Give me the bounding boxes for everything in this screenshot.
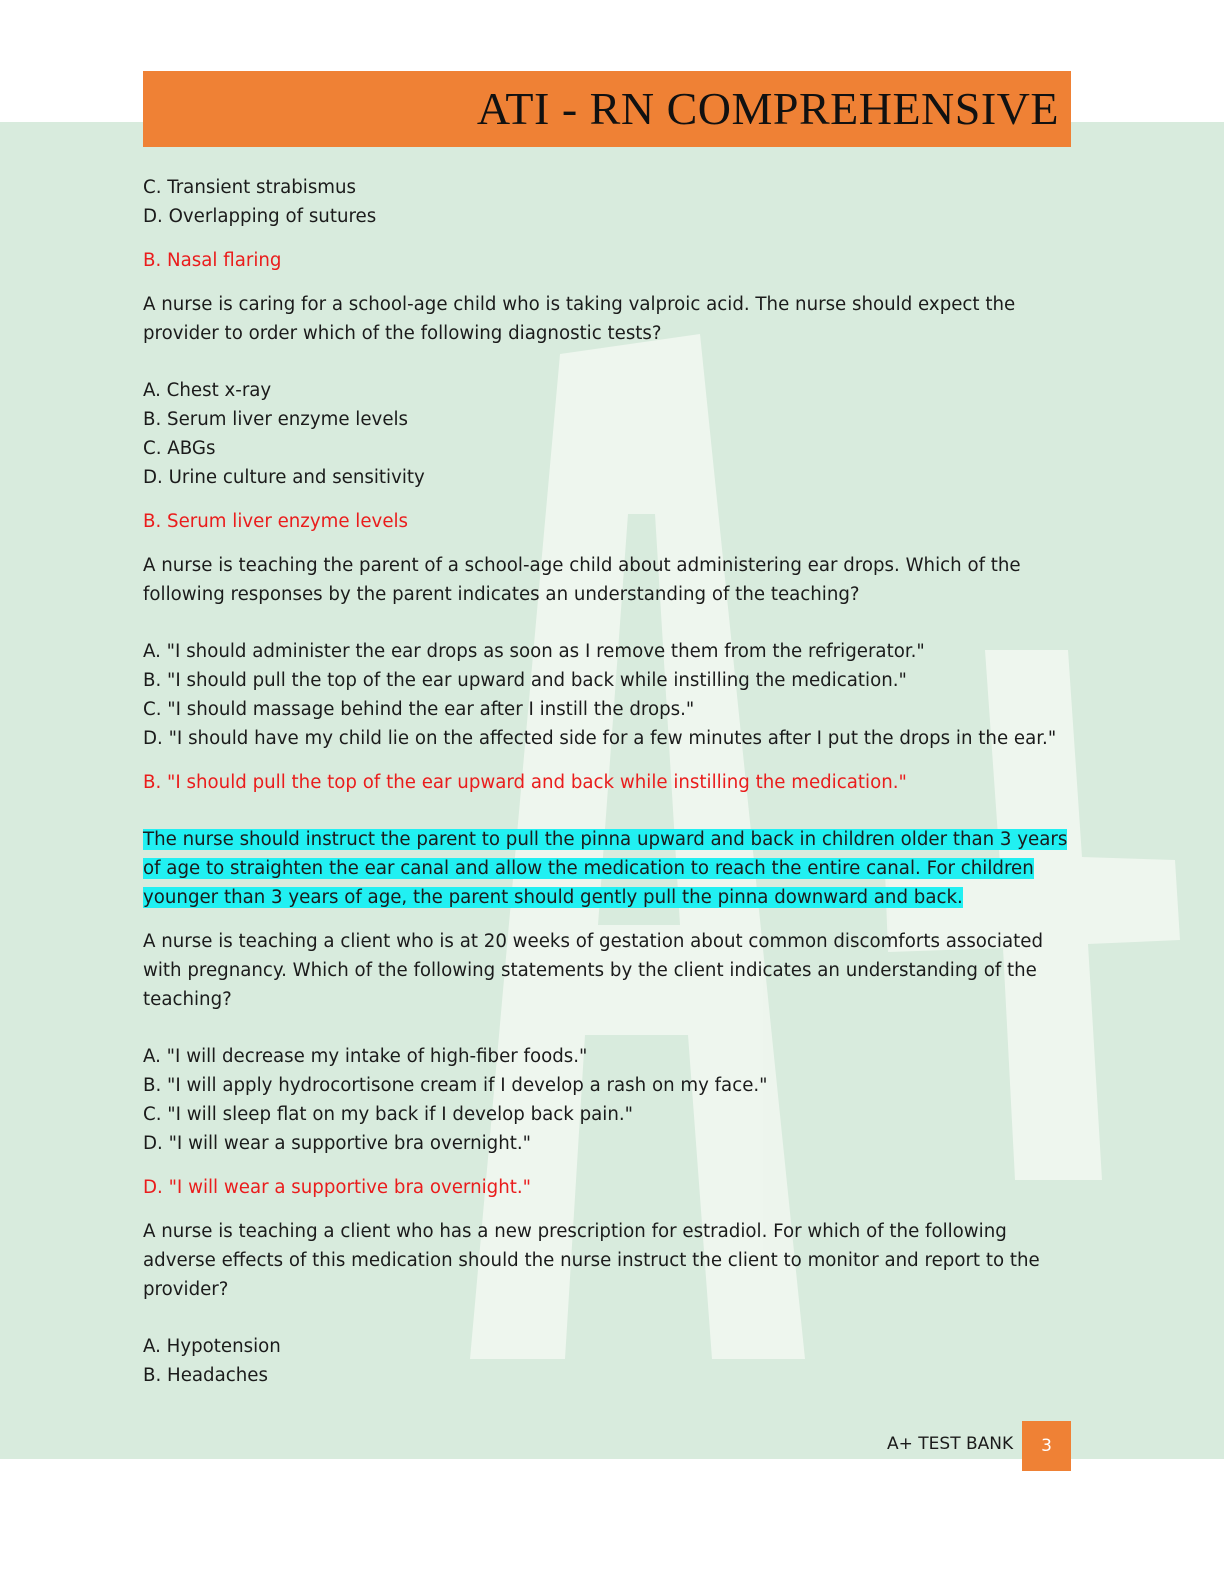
- stem-line: A nurse is teaching a client who has a new prescription for estradiol. For which of the following: [143, 1221, 1007, 1242]
- option-item: C. "I will sleep flat on my back if I develop back pain.": [143, 1104, 634, 1125]
- correct-answer: B. Serum liver enzyme levels: [143, 511, 409, 532]
- question-stem: [143, 551, 1073, 609]
- rationale-line: younger than 3 years of age, the parent should gently pull the pinna downward and back.: [143, 887, 963, 908]
- option-item: A. Hypotension: [143, 1336, 281, 1357]
- question-options: [143, 1042, 1073, 1158]
- stem-line: A nurse is teaching a client who is at 20 weeks of gestation about common discomforts associated: [143, 931, 1043, 952]
- question-stem: [143, 927, 1073, 1014]
- option-item: D. Overlapping of sutures: [143, 206, 377, 227]
- option-item: A. "I will decrease my intake of high-fiber foods.": [143, 1046, 588, 1067]
- option-item: D. Urine culture and sensitivity: [143, 467, 425, 488]
- option-item: A. Chest x-ray: [143, 380, 272, 401]
- header-bar: [143, 71, 1071, 147]
- page-footer: [885, 1421, 1071, 1471]
- stem-line: provider?: [143, 1279, 229, 1300]
- question-options: [143, 637, 1073, 753]
- stem-line: adverse effects of this medication should the nurse instruct the client to monitor and report to the: [143, 1250, 1040, 1271]
- rationale-highlight: [143, 825, 1073, 912]
- stem-line: following responses by the parent indicates an understanding of the teaching?: [143, 584, 860, 605]
- correct-answer: B. Nasal flaring: [143, 250, 282, 271]
- question-stem: [143, 1217, 1073, 1304]
- correct-answer: D. "I will wear a supportive bra overnight.": [143, 1177, 532, 1198]
- rationale-line: The nurse should instruct the parent to pull the pinna upward and back in children older than 3 years: [143, 829, 1068, 850]
- option-item: C. ABGs: [143, 438, 216, 459]
- question-options: [143, 173, 1073, 231]
- correct-answer: B. "I should pull the top of the ear upward and back while instilling the medication.": [143, 772, 907, 793]
- question-stem: [143, 290, 1073, 348]
- option-item: C. "I should massage behind the ear after I instill the drops.": [143, 699, 695, 720]
- option-item: B. "I should pull the top of the ear upward and back while instilling the medication.": [143, 670, 907, 691]
- stem-line: A nurse is teaching the parent of a school-age child about administering ear drops. Which of the: [143, 555, 1021, 576]
- option-item: D. "I should have my child lie on the affected side for a few minutes after I put the drops in the ear.": [143, 728, 1057, 749]
- option-item: B. "I will apply hydrocortisone cream if I develop a rash on my face.": [143, 1075, 768, 1096]
- option-item: B. Serum liver enzyme levels: [143, 409, 409, 430]
- stem-line: teaching?: [143, 989, 232, 1010]
- question-options: [143, 1332, 1073, 1390]
- stem-line: with pregnancy. Which of the following statements by the client indicates an understanding of the: [143, 960, 1037, 981]
- option-item: B. Headaches: [143, 1365, 268, 1386]
- page-number: 3: [1022, 1421, 1071, 1471]
- page-title: ATI - RN COMPREHENSIVE: [476, 83, 1059, 134]
- document-content: [143, 173, 1073, 1405]
- stem-line: A nurse is caring for a school-age child who is taking valproic acid. The nurse should expect the: [143, 294, 1016, 315]
- rationale-line: of age to straighten the ear canal and allow the medication to reach the entire canal. For children: [143, 858, 1034, 879]
- option-item: D. "I will wear a supportive bra overnight.": [143, 1133, 532, 1154]
- option-item: C. Transient strabismus: [143, 177, 357, 198]
- footer-label: A+ TEST BANK: [887, 1434, 1014, 1454]
- question-options: [143, 376, 1073, 492]
- option-item: A. "I should administer the ear drops as soon as I remove them from the refrigerator.": [143, 641, 925, 662]
- stem-line: provider to order which of the following diagnostic tests?: [143, 323, 662, 344]
